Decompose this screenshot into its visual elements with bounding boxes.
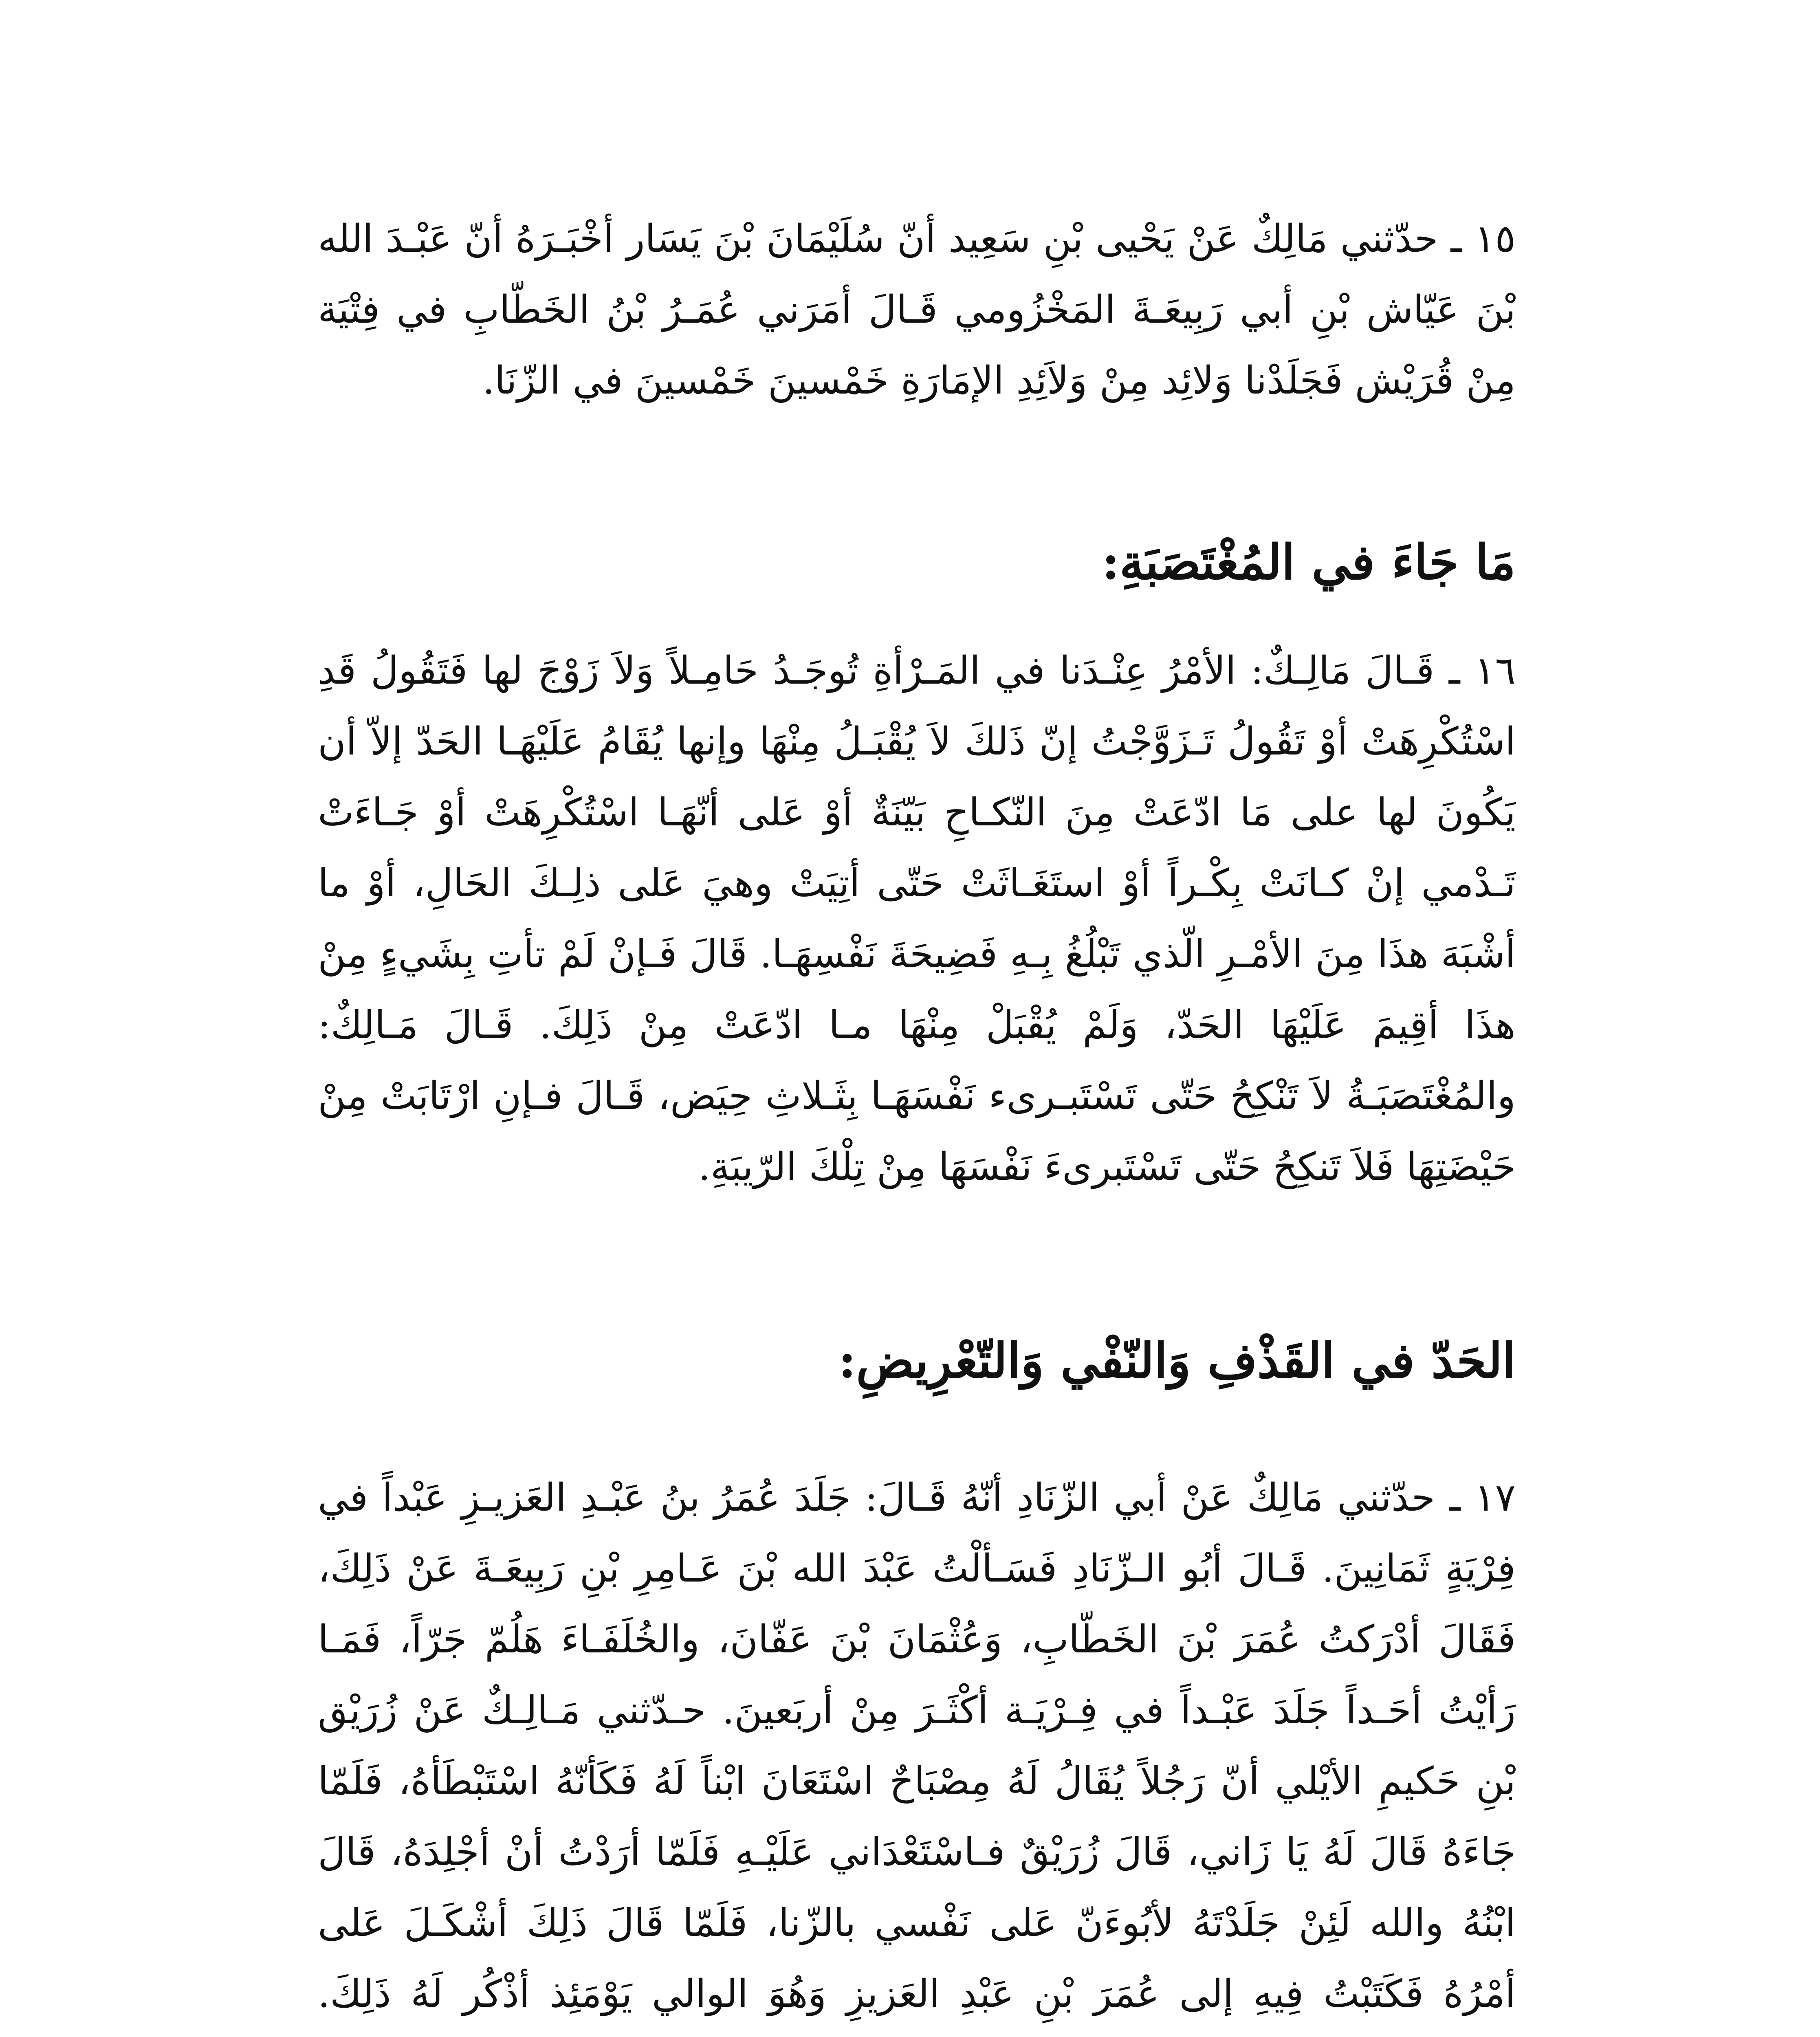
paragraph-15: [318, 204, 1516, 416]
paragraph-16-text: ١٦ ـ قَـالَ مَالِـكٌ: الأمْرُ عِنْـدَنا في المَـرْأةِ تُوجَـدُ حَامِـلاً وَلاَ زَوْجَ لها فَتَقُولُ قَدِ اسْتُكْرِهَتْ أوْ تَقُولُ تَـزَوَّجْتُ إنّ ذَلكَ لاَ يُقْبَـلُ مِنْهَا وإنها يُقَامُ عَلَيْهَـا الحَدّ إلاّ أن يَكُونَ لها على مَا ادّعَتْ مِنَ النّكـاحِ بَيّنَةٌ أوْ عَلى أنّهَـا اسْتُكْرِهَتْ أوْ جَـاءَتْ تَـدْمي إنْ كـانَتْ بِكْـراً أوْ استَغَـاثَتْ حَتّى أتِيَتْ وهيَ عَلى ذلِـكَ الحَالِ، أوْ ما أشْبَهَ هذَا مِنَ الأمْـرِ الّذي تَبْلُغُ بِـهِ فَضِيحَةَ نَفْسِهَـا. قَالَ فَـإنْ لَمْ تأتِ بِشَيءٍ مِنْ هذَا أقِيمَ عَلَيْهَا الحَدّ، وَلَمْ يُقْبَلْ مِنْهَا مـا ادّعَتْ مِنْ ذَلِكَ. قَـالَ مَـالِكٌ: والمُغْتَصَبَـةُ لاَ تَنْكِحُ حَتّى تَسْتَبـرىء نَفْسَهَـا بِثَـلاثِ حِيَض، قَـالَ فـإنِ ارْتَابَتْ مِنْ حَيْضَتِهَا فَلاَ تَنكِحُ حَتّى تَسْتَبرىءَ نَفْسَهَا مِنْ تِلْكَ الرّيبَةِ.: [318, 649, 1516, 1189]
paragraph-15-text: ١٥ ـ حدّثني مَالِكٌ عَنْ يَحْيى بْنِ سَعِيد أنّ سُلَيْمَانَ بْنَ يَسَار أخْبَـرَهُ أنّ عَبْـدَ الله بْنَ عَيّاش بْنِ أبي رَبِيعَـةَ المَخْزُومي قَـالَ أمَرَني عُمَـرُ بْنُ الخَطّابِ في فِتْيَة مِنْ قُرَيْش فَجَلَدْنا وَلائِد مِنْ وَلاَئِدِ الإمَارَةِ خَمْسينَ خَمْسينَ في الزّنَا.: [318, 217, 1516, 403]
section-heading-mughtasaba: [318, 530, 1516, 595]
section-heading-qadhf-text: الحَدّ في القَذْفِ وَالنّفْي وَالتّعْرِيضِ:: [838, 1332, 1516, 1389]
section-heading-qadhf: [318, 1328, 1516, 1393]
paragraph-16: [318, 636, 1516, 1203]
paragraph-17-text: ١٧ ـ حدّثني مَالِكٌ عَنْ أبي الزّنَادِ أنّهُ قَـالَ: جَلَدَ عُمَرُ بنُ عَبْـدِ العَزيـزِ عَبْداً في فِرْيَةٍ ثَمَانِينَ. قَـالَ أبُو الـزّنَادِ فَسَـألْتُ عَبْدَ الله بْنَ عَـامِرِ بْنِ رَبِيعَـةَ عَنْ ذَلِكَ، فَقَالَ أدْرَكتُ عُمَرَ بْنَ الخَطّابِ، وَعُثْمَانَ بْنَ عَفّانَ، والخُلَفَـاءَ هَلُمّ جَرّاً، فَمَـا رَأيْتُ أحَـداً جَلَدَ عَبْـداً في فِـرْيَـة أكْثَـرَ مِنْ أربَعينَ. حـدّثني مَـالِـكٌ عَنْ زُرَيْق بْنِ حَكيمِ الأيْلي أنّ رَجُلاً يُقَالُ لَهُ مِصْبَاحٌ اسْتَعَانَ ابْناً لَهُ فَكَأنّهُ اسْتَبْطَأهُ، فَلَمّا جَاءَهُ قَالَ لَهُ يَا زَاني، قَالَ زُرَيْقٌ فـاسْتَعْدَاني عَلَيْـهِ فَلَمّا أرَدْتُ أنْ أجْلِدَهُ، قَالَ ابْنُهُ والله لَئِنْ جَلَدْتَهُ لأبُوءَنّ عَلى نَفْسي بالزّنا، فَلَمّا قَالَ ذَلِكَ أشْكَـلَ عَلى أمْرُهُ فَكَتَبْتُ فِيهِ إلى عُمَرَ بْنِ عَبْدِ العَزيزِ وَهُوَ الوالي يَوْمَئِذ أذْكُر لَهُ ذَلِكَ.: [318, 1476, 1516, 2016]
section-heading-mughtasaba-text: مَا جَاءَ في المُغْتَصَبَةِ:: [1102, 534, 1516, 590]
paragraph-17: [318, 1463, 1516, 2037]
